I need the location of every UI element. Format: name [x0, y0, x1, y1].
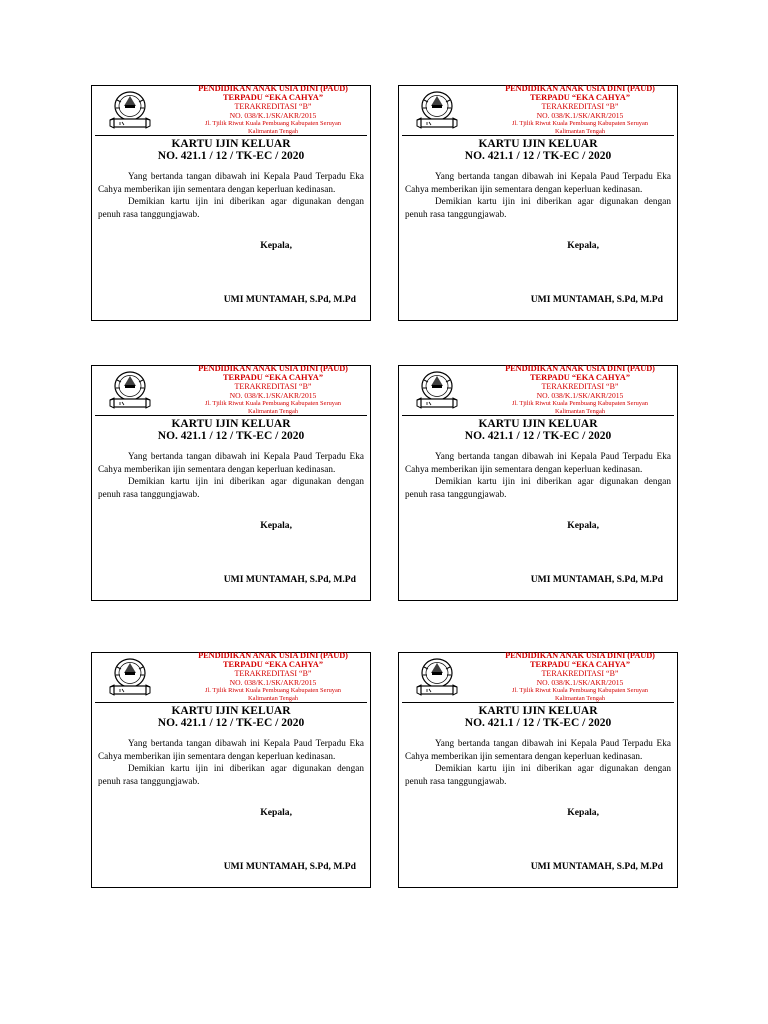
institution-block: [170, 364, 376, 416]
address-line-1: Jl. Tjilik Riwut Kuala Pembuang Kabupaten Seruyan: [511, 400, 649, 407]
card-title: KARTU IJIN KELUAR: [171, 705, 291, 717]
card-header: [399, 86, 677, 136]
permit-card: [91, 365, 371, 601]
institution-name: PENDIDIKAN ANAK USIA DINI (PAUD): [198, 84, 348, 93]
accreditation-text: TERAKREDITASI “B”: [234, 382, 312, 391]
card-header: [92, 653, 370, 703]
body-paragraph-2: Demikian kartu ijin ini diberikan agar digunakan dengan penuh rasa tanggungjawab.: [405, 763, 671, 786]
school-emblem-icon: [108, 370, 152, 414]
body-paragraph-1: Yang bertanda tangan dibawah ini Kepala Paud Terpadu Eka Cahya memberikan ijin sementara dengan keperluan kedinasan.: [405, 451, 671, 474]
institution-subname: TERPADU “EKA CAHYA”: [529, 373, 631, 382]
signatory-name: UMI MUNTAMAH, S.Pd, M.Pd: [223, 861, 356, 872]
card-body: [98, 170, 364, 220]
card-header: [399, 366, 677, 416]
permit-card: [398, 365, 678, 601]
body-paragraph-2: Demikian kartu ijin ini diberikan agar digunakan dengan penuh rasa tanggungjawab.: [98, 763, 364, 786]
permit-card: [91, 652, 371, 888]
permit-card: [91, 85, 371, 321]
card-number: NO. 421.1 / 12 / TK-EC / 2020: [157, 717, 305, 729]
decree-number: NO. 038/K.1/SK/AKR/2015: [229, 391, 317, 400]
institution-name: PENDIDIKAN ANAK USIA DINI (PAUD): [505, 364, 655, 373]
body-paragraph-1: Yang bertanda tangan dibawah ini Kepala Paud Terpadu Eka Cahya memberikan ijin sementara dengan keperluan kedinasan.: [98, 451, 364, 474]
header-divider: [95, 702, 367, 703]
decree-number: NO. 038/K.1/SK/AKR/2015: [536, 391, 624, 400]
signature-label: Kepala,: [567, 520, 599, 531]
card-number: NO. 421.1 / 12 / TK-EC / 2020: [464, 430, 612, 442]
signatory-name: UMI MUNTAMAH, S.Pd, M.Pd: [530, 574, 663, 585]
address-line-1: Jl. Tjilik Riwut Kuala Pembuang Kabupaten Seruyan: [204, 120, 342, 127]
card-body: [405, 170, 671, 220]
signatory-name: UMI MUNTAMAH, S.Pd, M.Pd: [223, 294, 356, 305]
signatory-name: UMI MUNTAMAH, S.Pd, M.Pd: [223, 574, 356, 585]
card-header: [399, 653, 677, 703]
address-line-1: Jl. Tjilik Riwut Kuala Pembuang Kabupaten Seruyan: [511, 120, 649, 127]
institution-block: [477, 651, 683, 703]
school-emblem-icon: [415, 657, 459, 701]
header-divider: [402, 415, 674, 416]
address-line-2: Kalimantan Tengah: [247, 408, 298, 415]
institution-subname: TERPADU “EKA CAHYA”: [529, 660, 631, 669]
accreditation-text: TERAKREDITASI “B”: [541, 382, 619, 391]
institution-block: [477, 364, 683, 416]
card-title: KARTU IJIN KELUAR: [478, 705, 598, 717]
decree-number: NO. 038/K.1/SK/AKR/2015: [536, 111, 624, 120]
signature-label: Kepala,: [567, 240, 599, 251]
card-body: [98, 450, 364, 500]
institution-name: PENDIDIKAN ANAK USIA DINI (PAUD): [198, 651, 348, 660]
signature-label: Kepala,: [260, 520, 292, 531]
card-number: NO. 421.1 / 12 / TK-EC / 2020: [157, 430, 305, 442]
institution-block: [477, 84, 683, 136]
body-paragraph-1: Yang bertanda tangan dibawah ini Kepala Paud Terpadu Eka Cahya memberikan ijin sementara dengan keperluan kedinasan.: [405, 171, 671, 194]
body-paragraph-2: Demikian kartu ijin ini diberikan agar digunakan dengan penuh rasa tanggungjawab.: [98, 196, 364, 219]
card-body: [405, 450, 671, 500]
institution-subname: TERPADU “EKA CAHYA”: [222, 93, 324, 102]
institution-subname: TERPADU “EKA CAHYA”: [222, 373, 324, 382]
signature-label: Kepala,: [260, 807, 292, 818]
address-line-2: Kalimantan Tengah: [554, 695, 605, 702]
institution-block: [170, 651, 376, 703]
body-paragraph-1: Yang bertanda tangan dibawah ini Kepala Paud Terpadu Eka Cahya memberikan ijin sementara dengan keperluan kedinasan.: [98, 738, 364, 761]
card-number: NO. 421.1 / 12 / TK-EC / 2020: [157, 150, 305, 162]
accreditation-text: TERAKREDITASI “B”: [234, 669, 312, 678]
card-number: NO. 421.1 / 12 / TK-EC / 2020: [464, 717, 612, 729]
card-title: KARTU IJIN KELUAR: [478, 138, 598, 150]
signature-label: Kepala,: [567, 807, 599, 818]
body-paragraph-2: Demikian kartu ijin ini diberikan agar digunakan dengan penuh rasa tanggungjawab.: [98, 476, 364, 499]
card-title: KARTU IJIN KELUAR: [478, 418, 598, 430]
accreditation-text: TERAKREDITASI “B”: [541, 102, 619, 111]
institution-subname: TERPADU “EKA CAHYA”: [529, 93, 631, 102]
card-body: [98, 737, 364, 787]
body-paragraph-2: Demikian kartu ijin ini diberikan agar digunakan dengan penuh rasa tanggungjawab.: [405, 476, 671, 499]
address-line-2: Kalimantan Tengah: [247, 695, 298, 702]
card-header: [92, 366, 370, 416]
card-title: KARTU IJIN KELUAR: [171, 138, 291, 150]
school-emblem-icon: [108, 657, 152, 701]
permit-card: [398, 85, 678, 321]
signatory-name: UMI MUNTAMAH, S.Pd, M.Pd: [530, 294, 663, 305]
institution-name: PENDIDIKAN ANAK USIA DINI (PAUD): [505, 84, 655, 93]
signature-label: Kepala,: [260, 240, 292, 251]
card-title: KARTU IJIN KELUAR: [171, 418, 291, 430]
header-divider: [402, 702, 674, 703]
accreditation-text: TERAKREDITASI “B”: [541, 669, 619, 678]
body-paragraph-1: Yang bertanda tangan dibawah ini Kepala Paud Terpadu Eka Cahya memberikan ijin sementara dengan keperluan kedinasan.: [98, 171, 364, 194]
header-divider: [95, 415, 367, 416]
decree-number: NO. 038/K.1/SK/AKR/2015: [536, 678, 624, 687]
institution-name: PENDIDIKAN ANAK USIA DINI (PAUD): [198, 364, 348, 373]
card-number: NO. 421.1 / 12 / TK-EC / 2020: [464, 150, 612, 162]
card-header: [92, 86, 370, 136]
school-emblem-icon: [415, 90, 459, 134]
body-paragraph-2: Demikian kartu ijin ini diberikan agar digunakan dengan penuh rasa tanggungjawab.: [405, 196, 671, 219]
school-emblem-icon: [108, 90, 152, 134]
body-paragraph-1: Yang bertanda tangan dibawah ini Kepala Paud Terpadu Eka Cahya memberikan ijin sementara dengan keperluan kedinasan.: [405, 738, 671, 761]
institution-subname: TERPADU “EKA CAHYA”: [222, 660, 324, 669]
address-line-2: Kalimantan Tengah: [554, 128, 605, 135]
address-line-2: Kalimantan Tengah: [554, 408, 605, 415]
institution-name: PENDIDIKAN ANAK USIA DINI (PAUD): [505, 651, 655, 660]
institution-block: [170, 84, 376, 136]
address-line-1: Jl. Tjilik Riwut Kuala Pembuang Kabupaten Seruyan: [204, 400, 342, 407]
header-divider: [95, 135, 367, 136]
permit-card: [398, 652, 678, 888]
card-body: [405, 737, 671, 787]
header-divider: [402, 135, 674, 136]
signatory-name: UMI MUNTAMAH, S.Pd, M.Pd: [530, 861, 663, 872]
school-emblem-icon: [415, 370, 459, 414]
address-line-1: Jl. Tjilik Riwut Kuala Pembuang Kabupaten Seruyan: [511, 687, 649, 694]
decree-number: NO. 038/K.1/SK/AKR/2015: [229, 111, 317, 120]
address-line-2: Kalimantan Tengah: [247, 128, 298, 135]
accreditation-text: TERAKREDITASI “B”: [234, 102, 312, 111]
address-line-1: Jl. Tjilik Riwut Kuala Pembuang Kabupaten Seruyan: [204, 687, 342, 694]
decree-number: NO. 038/K.1/SK/AKR/2015: [229, 678, 317, 687]
